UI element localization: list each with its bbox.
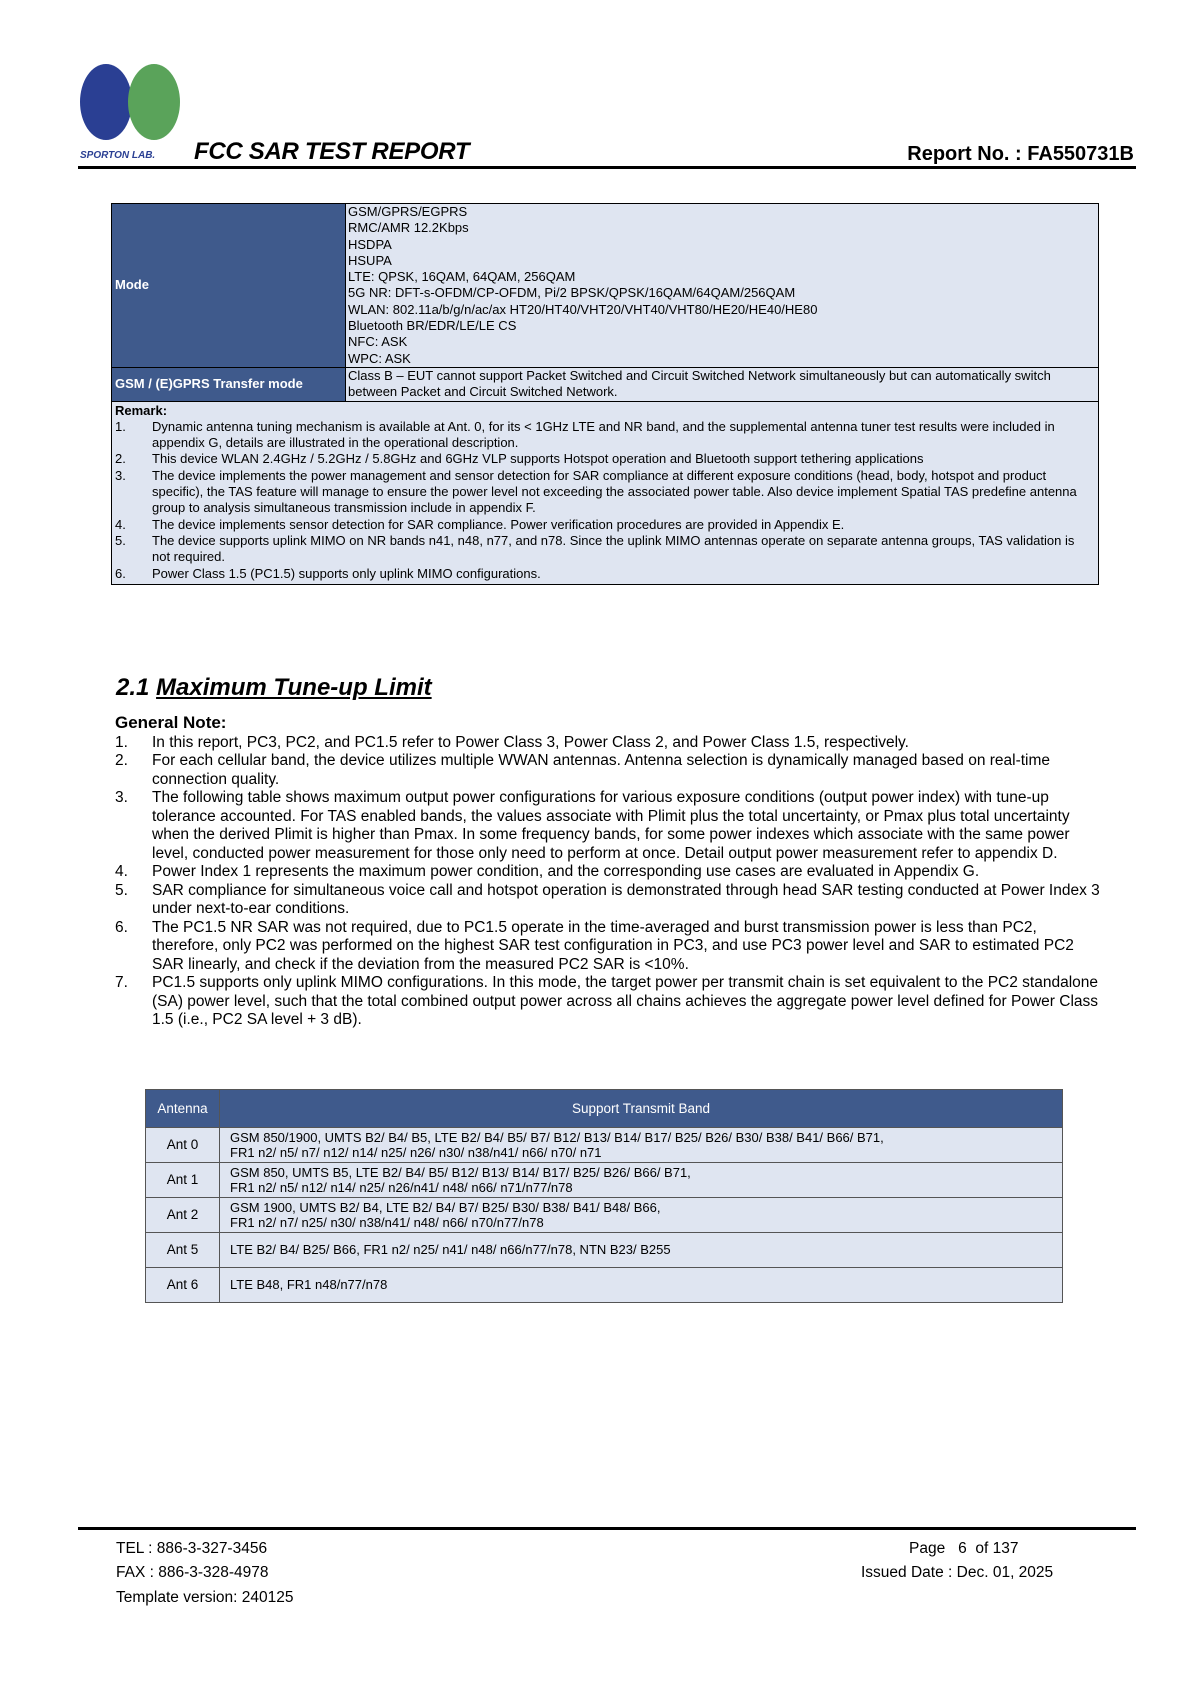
table-header-row — [146, 1090, 1063, 1128]
mode-item: GSM/GPRS/EGPRS — [348, 204, 468, 219]
antenna-cell: Ant 0 — [146, 1128, 220, 1163]
note-text: PC1.5 supports only uplink MIMO configurations. In this mode, the target power per transmit chain is set equivalent to the PC2 standalone (SA) power level, such that the total combined output power across all chains achieves the aggregate power level defined for Power Class 1.5 (i.e., PC2 SA level + 3 dB). — [152, 974, 1099, 1028]
mode-item: 5G NR: DFT-s-OFDM/CP-OFDM, Pi/2 BPSK/QPSK/16QAM/64QAM/256QAM — [348, 285, 796, 301]
remark-item — [115, 533, 1096, 566]
note-text: SAR compliance for simultaneous voice call and hotspot operation is demonstrated through head SAR testing conducted at Power Index 3 under next-to-ear conditions. — [152, 881, 1100, 917]
remark-item — [115, 566, 1096, 582]
note-item — [115, 789, 1105, 863]
remark-number: 5. — [115, 532, 126, 548]
note-text: The following table shows maximum output power configurations for various exposure conditions (output power index) with tune-up tolerance accounted. For TAS enabled bands, the values associate with Plimit plus the total uncertainty, or Pmax plus total uncertainty when the derived Plimit is higher than Pmax. In some frequency bands, for some power indexes which associate with the same power level, conducted power measurement for those only need to perform at once. Detail output power measurement refer to appendix D. — [152, 789, 1070, 862]
remark-number: 6. — [115, 565, 126, 581]
note-item — [115, 974, 1105, 1030]
note-item — [115, 882, 1105, 919]
column-header-antenna: Antenna — [146, 1090, 220, 1128]
note-number: 7. — [115, 974, 128, 991]
note-number: 6. — [115, 918, 128, 936]
column-header-band: Support Transmit Band — [220, 1090, 1063, 1128]
mode-list — [346, 204, 1099, 368]
general-notes — [115, 714, 1105, 1030]
remark-text: Dynamic antenna tuning mechanism is available at Ant. 0, for its < 1GHz LTE and NR band, and the supplemental antenna tuner test results were included in appendix G, details are illustrated in the operational description. — [152, 418, 1055, 451]
table-row — [146, 1268, 1063, 1303]
remark-item — [115, 451, 1096, 467]
section-heading — [116, 674, 432, 702]
table-row — [146, 1163, 1063, 1198]
issued-value: Dec. 01, 2025 — [956, 1564, 1054, 1581]
antenna-cell: Ant 6 — [146, 1268, 220, 1303]
remark-item — [115, 517, 1096, 533]
issued-date — [861, 1564, 1053, 1582]
issued-separator: : — [948, 1564, 953, 1581]
note-text: Power Index 1 represents the maximum power condition, and the corresponding use cases are evaluated in Appendix G. — [152, 863, 980, 880]
band-line: FR1 n2/ n7/ n25/ n30/ n38/n41/ n48/ n66/ n70/n77/n78 — [230, 1215, 544, 1230]
band-line: GSM 850, UMTS B5, LTE B2/ B4/ B5/ B12/ B13/ B14/ B17/ B25/ B26/ B66/ B71, — [230, 1164, 691, 1180]
report-title: FCC SAR TEST REPORT — [194, 138, 470, 165]
remark-text: The device supports uplink MIMO on NR bands n41, n48, n77, and n78. Since the uplink MIMO antennas operate on separate antenna groups, TAS validation is not required. — [152, 532, 1075, 565]
mode-label: Mode — [112, 204, 346, 368]
antenna-cell: Ant 5 — [146, 1233, 220, 1268]
remark-number: 1. — [115, 418, 126, 434]
antenna-cell: Ant 1 — [146, 1163, 220, 1198]
band-line: LTE B2/ B4/ B25/ B66, FR1 n2/ n25/ n41/ n48/ n66/n77/n78, NTN B23/ B255 — [230, 1242, 671, 1258]
note-item — [115, 919, 1105, 975]
header-divider — [78, 166, 1136, 169]
note-text: In this report, PC3, PC2, and PC1.5 refer to Power Class 3, Power Class 2, and Power Class 1.5, respectively. — [152, 733, 909, 751]
remark-item — [115, 419, 1096, 452]
remark-row — [112, 401, 1099, 584]
table-row — [146, 1198, 1063, 1233]
note-text: For each cellular band, the device utilizes multiple WWAN antennas. Antenna selection is dynamically managed based on real-time connection quality. — [152, 752, 1051, 788]
note-text: The PC1.5 NR SAR was not required, due to PC1.5 operate in the time-averaged and burst transmission power is less than PC2, therefore, only PC2 was performed on the highest SAR test configuration in PC3, and use PC3 power level and SAR to estimated PC2 SAR linearly, and check if the deviation from the measured PC2 SAR is <10%. — [152, 918, 1074, 973]
footer-divider — [78, 1527, 1136, 1530]
mode-item: WLAN: 802.11a/b/g/n/ac/ax HT20/HT40/VHT20/VHT40/VHT80/HE20/HE40/HE80 — [348, 301, 818, 317]
antenna-table — [145, 1089, 1063, 1303]
remark-title: Remark: — [115, 402, 168, 418]
page-indicator — [909, 1540, 1018, 1558]
note-item — [115, 863, 1105, 882]
band-line: GSM 850/1900, UMTS B2/ B4/ B5, LTE B2/ B4/ B5/ B7/ B12/ B13/ B14/ B17/ B25/ B26/ B30/ B38/ B41/ B66/ B71, — [230, 1129, 884, 1145]
remark-text: The device implements the power management and sensor detection for SAR compliance at different exposure conditions (head, body, hotspot and product specific), the TAS feature will manage to ensure the power level not exceeding the associated power table. Also device implement Spatial TAS predefine antenna group to analysis simultaneous transmission include in appendix F. — [152, 467, 1077, 516]
note-number: 4. — [115, 863, 128, 880]
notes-heading: General Note: — [115, 713, 227, 732]
footer-template: Template version: 240125 — [116, 1589, 294, 1606]
transfer-value: Class B – EUT cannot support Packet Switched and Circuit Switched Network simultaneously but can automatically switch between Packet and Circuit Switched Network. — [346, 367, 1099, 401]
table-row — [146, 1128, 1063, 1163]
remark-text: The device implements sensor detection for SAR compliance. Power verification procedures are provided in Appendix E. — [152, 516, 845, 532]
transfer-label: GSM / (E)GPRS Transfer mode — [112, 367, 346, 401]
footer-tel: TEL : 886-3-327-3456 — [116, 1540, 268, 1557]
remark-number: 2. — [115, 451, 126, 467]
remark-item — [115, 468, 1096, 517]
remark-cell — [112, 401, 1099, 584]
antenna-cell: Ant 2 — [146, 1198, 220, 1233]
section-title: Maximum Tune-up Limit — [156, 674, 432, 701]
note-item — [115, 734, 1105, 753]
remark-text: This device WLAN 2.4GHz / 5.2GHz / 5.8GHz and 6GHz VLP supports Hotspot operation and Bluetooth support tethering applications — [152, 451, 924, 467]
page-label: Page — [909, 1540, 946, 1557]
band-cell — [220, 1198, 1063, 1233]
remark-text: Power Class 1.5 (PC1.5) supports only uplink MIMO configurations. — [152, 565, 541, 581]
page-total: of 137 — [975, 1540, 1019, 1557]
mode-item: WPC: ASK — [348, 350, 411, 366]
mode-item: NFC: ASK — [348, 334, 408, 350]
section-number: 2.1 — [116, 674, 150, 701]
band-line: LTE B48, FR1 n48/n77/n78 — [230, 1277, 388, 1293]
band-line: GSM 1900, UMTS B2/ B4, LTE B2/ B4/ B7/ B25/ B30/ B38/ B41/ B48/ B66, — [230, 1199, 661, 1215]
transfer-row — [112, 367, 1099, 401]
note-item — [115, 752, 1105, 789]
footer-fax: FAX : 886-3-328-4978 — [116, 1564, 269, 1581]
mode-item: HSDPA — [348, 236, 392, 252]
note-number: 3. — [115, 789, 128, 806]
mode-item: RMC/AMR 12.2Kbps — [348, 220, 469, 236]
note-number: 2. — [115, 752, 128, 769]
mode-item: Bluetooth BR/EDR/LE/LE CS — [348, 318, 517, 334]
logo-text: SPORTON LAB. — [80, 150, 156, 161]
band-line: FR1 n2/ n5/ n12/ n14/ n25/ n26/n41/ n48/ n66/ n71/n77/n78 — [230, 1180, 573, 1195]
mode-item: HSUPA — [348, 252, 392, 268]
band-cell — [220, 1128, 1063, 1163]
note-number: 5. — [115, 881, 128, 899]
note-number: 1. — [115, 733, 128, 751]
report-number: Report No. : FA550731B — [907, 143, 1134, 165]
table-row — [146, 1233, 1063, 1268]
issued-label: Issued Date — [861, 1564, 944, 1581]
remark-number: 3. — [115, 467, 126, 483]
band-cell — [220, 1163, 1063, 1198]
band-cell — [220, 1233, 1063, 1268]
band-cell — [220, 1268, 1063, 1303]
mode-item: LTE: QPSK, 16QAM, 64QAM, 256QAM — [348, 269, 576, 285]
sporton-logo — [78, 60, 188, 164]
mode-table — [111, 203, 1099, 585]
mode-row — [112, 204, 1099, 368]
remark-number: 4. — [115, 516, 126, 532]
band-line: FR1 n2/ n5/ n7/ n12/ n14/ n25/ n26/ n30/ n38/n41/ n66/ n70/ n71 — [230, 1145, 602, 1160]
page-number: 6 — [958, 1540, 967, 1557]
